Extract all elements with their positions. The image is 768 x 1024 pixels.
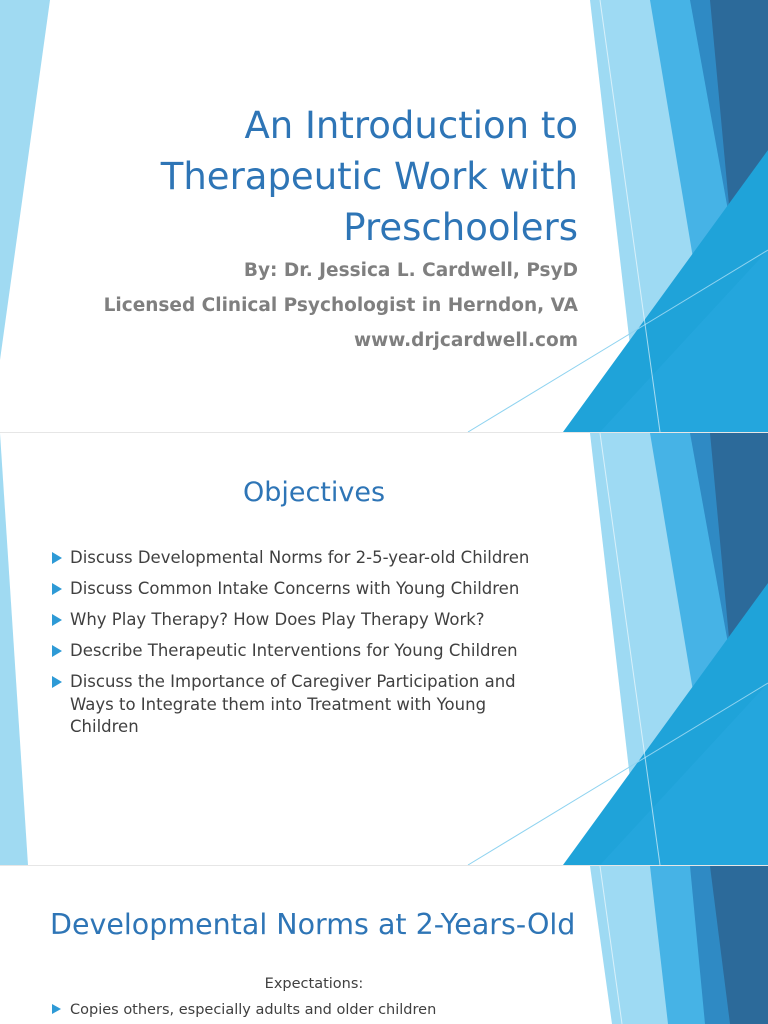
triangle-bullet-icon <box>52 645 62 657</box>
slide-title <box>0 0 768 432</box>
triangle-bullet-icon <box>52 552 62 564</box>
title-line: An Introduction to <box>244 104 578 147</box>
slide-heading: Developmental Norms at 2-Years-Old <box>50 908 576 941</box>
list-item <box>50 578 550 601</box>
list-item <box>50 671 550 739</box>
credential-line: Licensed Clinical Psychologist in Herndon, VA <box>103 295 578 316</box>
list-item-text: Copies others, especially adults and older children <box>70 1002 437 1018</box>
triangle-bullet-icon <box>52 1004 61 1014</box>
triangle-bullet-icon <box>52 614 62 626</box>
website-link[interactable]: www.drjcardwell.com <box>354 330 578 351</box>
list-item-text: Discuss Common Intake Concerns with Young Children <box>70 579 520 598</box>
list-item-text: Describe Therapeutic Interventions for Young Children <box>70 641 518 660</box>
triangle-bullet-icon <box>52 583 62 595</box>
author-line: By: Dr. Jessica L. Cardwell, PsyD <box>243 260 578 281</box>
title-line: Therapeutic Work with <box>160 155 578 198</box>
slide-objectives <box>0 433 768 865</box>
list-item-text: Discuss the Importance of Caregiver Participation and Ways to Integrate them into Treatment with Young Children <box>70 672 516 736</box>
list-item <box>50 640 550 663</box>
expectations-list <box>50 1000 570 1020</box>
list-item <box>50 1000 570 1020</box>
list-item <box>50 547 550 570</box>
triangle-bullet-icon <box>52 676 62 688</box>
list-item-text: Why Play Therapy? How Does Play Therapy Work? <box>70 610 485 629</box>
presentation-title <box>58 100 578 253</box>
slide-heading: Objectives <box>242 477 386 508</box>
slide-developmental-norms <box>0 866 768 1024</box>
list-item-text: Discuss Developmental Norms for 2-5-year-old Children <box>70 548 530 567</box>
list-item <box>50 609 550 632</box>
objectives-list <box>50 547 550 747</box>
subheading: Expectations: <box>264 976 364 992</box>
title-line: Preschoolers <box>343 206 578 249</box>
